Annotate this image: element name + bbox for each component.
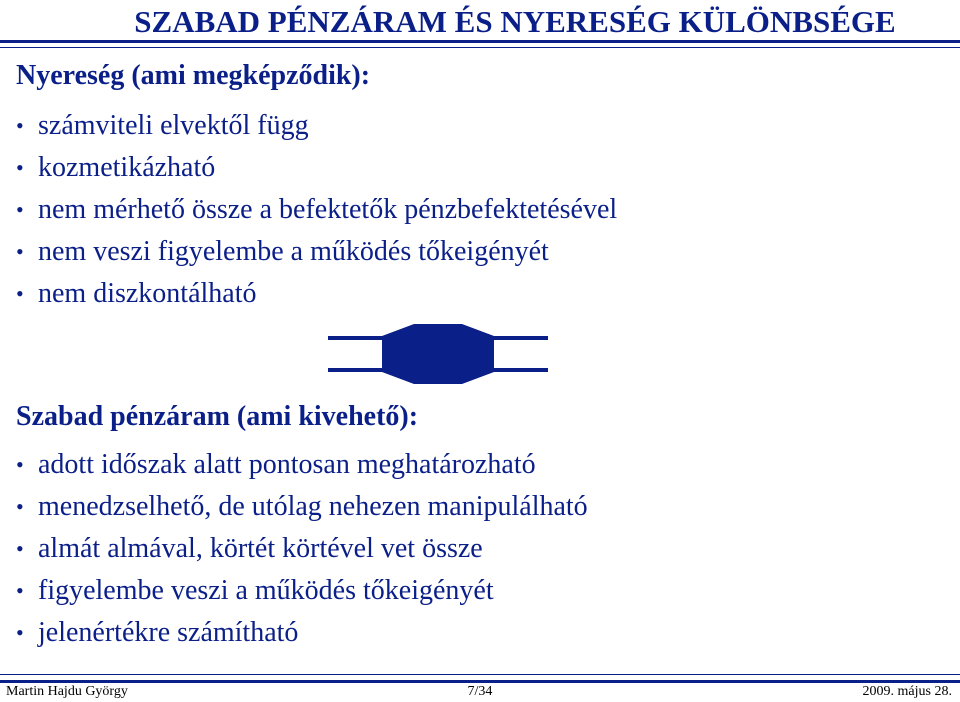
cashflow-bullet: • jelenértékre számítható [16,612,588,654]
profit-bullet: • nem mérhető össze a befektetők pénzbefektetésével [16,189,617,231]
cashflow-bullet: • adott időszak alatt pontosan meghatározható [16,444,588,486]
profit-bullet: • nem veszi figyelembe a működés tőkeigényét [16,231,617,273]
cashflow-heading: Szabad pénzáram (ami kivehető): [16,401,419,432]
title-divider-thick [0,40,960,43]
profit-bullet-list [16,105,617,315]
profit-bullet: • nem diszkontálható [16,273,617,315]
footer-date: 2009. május 28. [862,684,952,699]
profit-bullet: • kozmetikázható [16,147,617,189]
footer-author: Martin Hajdu György [6,684,128,699]
footer-divider-thin [0,674,960,675]
cashflow-bullet-list [16,444,588,654]
cashflow-bullet: • menedzselhető, de utólag nehezen manipulálható [16,486,588,528]
profit-heading: Nyereség (ami megképződik): [16,60,371,91]
cashflow-bullet: • figyelembe veszi a működés tőkeigényét [16,570,588,612]
footer-page-number: 7/34 [467,684,493,699]
footer-divider-thick [0,680,960,683]
cashflow-bullet: • almát almával, körtét körtével vet össze [16,528,588,570]
slide-title: SZABAD PÉNZÁRAM ÉS NYERESÉG KÜLÖNBSÉGE [134,4,896,39]
title-divider-thin [0,47,960,48]
profit-bullet: • számviteli elvektől függ [16,105,617,147]
up-arrow-icon [328,322,548,386]
